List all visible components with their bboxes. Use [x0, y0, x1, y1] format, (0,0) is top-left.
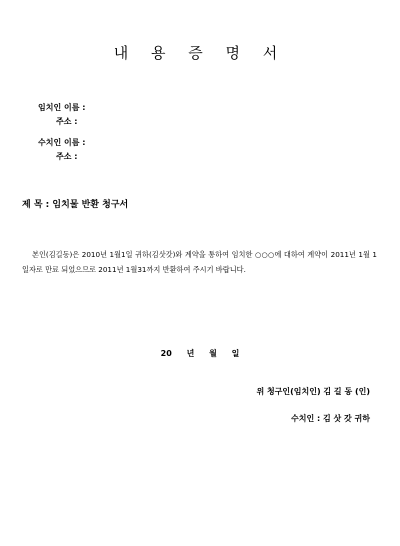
- recipient-name-label: 수치인 이름 :: [38, 138, 86, 147]
- claimant-signature-line: 위 청구인(임치인) 김 길 동 (인): [256, 387, 370, 396]
- document-subject: 제 목 : 임치물 반환 청구서: [22, 200, 129, 210]
- document-body: 본인(김길동)은 2010년 1월1일 귀하(김삿갓)와 계약을 통하여 임치한 ○○○에 대하여 계약이 2011년 1월 1일자로 만료 되었으므로 2011년 1월31까지 반환하여 주시기 바랍니다.: [22, 250, 377, 274]
- sender-address-label: 주소 :: [56, 117, 78, 126]
- document-title: 내 용 증 명 서: [113, 44, 287, 62]
- addressee-line: 수치인 : 김 삿 갓 귀하: [291, 414, 370, 423]
- recipient-address-label: 주소 :: [56, 152, 78, 161]
- sender-name-label: 임치인 이름 :: [38, 103, 86, 112]
- date-line: 20 년 월 일: [160, 349, 240, 358]
